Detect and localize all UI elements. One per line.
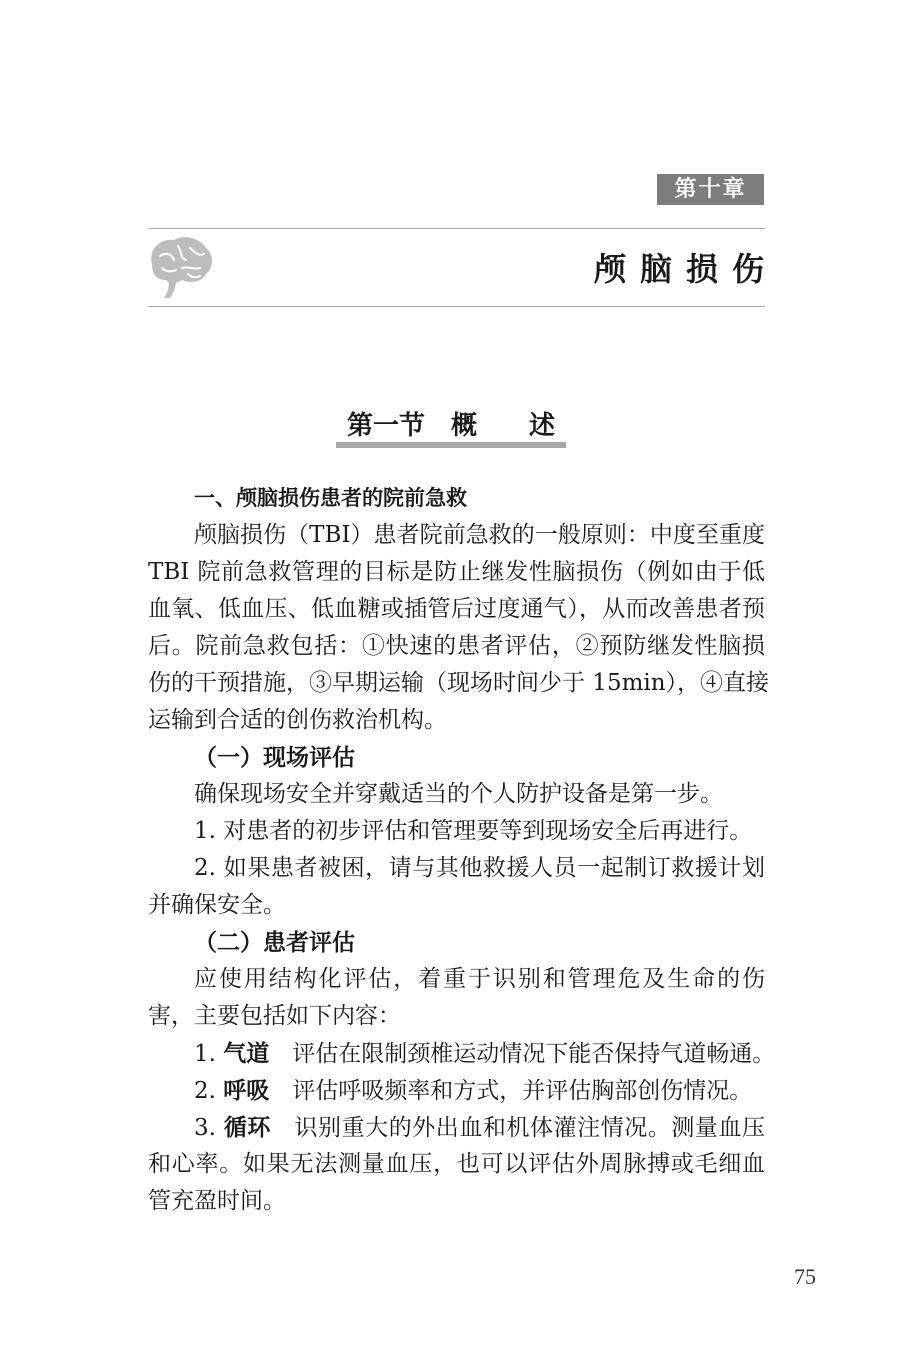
item-number: 3. — [194, 1115, 224, 1141]
chapter-title: 颅脑损伤 — [593, 250, 778, 288]
item-term: 气道 — [223, 1040, 270, 1067]
paragraph-line: 运输到合适的创伤救治机构。 — [148, 707, 447, 733]
list-item-circulation — [148, 1109, 765, 1146]
list-item-continuation: 并确保安全。 — [148, 892, 286, 918]
list-item: 2. 如果患者被困，请与其他救援人员一起制订救援计划 — [194, 855, 765, 881]
header-rule-top — [148, 228, 765, 229]
paragraph-line: 伤的干预措施，③早期运输（现场时间少于 15min），④直接 — [148, 670, 770, 696]
item-term: 呼吸 — [223, 1077, 270, 1104]
paragraph-line: 害，主要包括如下内容： — [148, 1003, 401, 1029]
item-text: 识别重大的外出血和机体灌注情况。测量血压 — [270, 1115, 765, 1141]
paragraph-line: 应使用结构化评估，着重于识别和管理危及生命的伤 — [194, 966, 765, 992]
item-text: 评估呼吸频率和方式，并评估胸部创伤情况。 — [269, 1078, 753, 1104]
body-text — [148, 480, 776, 1220]
item-number: 1. — [194, 1041, 224, 1067]
section-title-underline — [336, 442, 566, 448]
paragraph-line: 确保现场安全并穿戴适当的个人防护设备是第一步。 — [194, 781, 723, 807]
list-item: 1. 对患者的初步评估和管理要等到现场安全后再进行。 — [194, 818, 753, 844]
paragraph-line: 血氧、低血压、低血糖或插管后过度通气），从而改善患者预 — [148, 596, 765, 622]
page-number: 75 — [794, 1264, 816, 1289]
item-term: 循环 — [223, 1114, 271, 1141]
paragraph-line: 颅脑损伤（TBI）患者院前急救的一般原则：中度至重度 — [194, 522, 765, 548]
list-item-continuation: 和心率。如果无法测量血压，也可以评估外周脉搏或毛细血 — [148, 1151, 765, 1177]
heading-prehospital-care: 一、颅脑损伤患者的院前急救 — [194, 486, 467, 510]
list-item-airway — [148, 1035, 776, 1072]
list-item-continuation: 管充盈时间。 — [148, 1188, 286, 1214]
item-text: 评估在限制颈椎运动情况下能否保持气道畅通。 — [269, 1041, 776, 1067]
item-number: 2. — [194, 1078, 224, 1104]
chapter-label: 第十章 — [657, 174, 764, 205]
brain-icon — [144, 234, 216, 300]
subheading-scene-assessment: （一）现场评估 — [194, 744, 355, 771]
paragraph-line: 后。院前急救包括：①快速的患者评估，②预防继发性脑损 — [148, 633, 765, 659]
header-rule-bottom — [148, 306, 765, 307]
section-title: 第一节 概 述 — [346, 411, 555, 441]
list-item-breathing — [148, 1072, 765, 1109]
subheading-patient-assessment: （二）患者评估 — [194, 929, 355, 956]
paragraph-line: TBI 院前急救管理的目标是防止继发性脑损伤（例如由于低 — [148, 559, 765, 585]
